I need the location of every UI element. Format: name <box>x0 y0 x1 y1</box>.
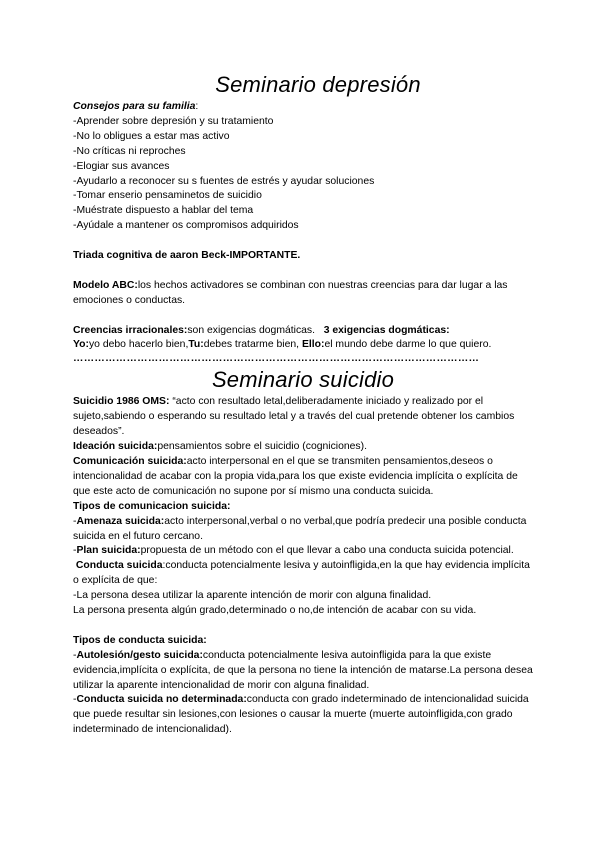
divider: …………………………………………………………………………………………………… <box>73 353 480 365</box>
title-depression: Seminario depresión <box>215 72 421 97</box>
title-suicide: Seminario suicidio <box>211 367 395 393</box>
list-item: -No lo obligues a estar mas activo <box>73 130 230 142</box>
list-item: -Aprender sobre depresión y su tratamiento <box>73 115 274 127</box>
oms-definition: Suicidio 1986 OMS: “acto con resultado letal,deliberadamente iniciado y realizado por el sujeto,sabiendo o esperando su resultado letal y a través del cual pretende obtener los cambios deseados”. <box>73 396 515 438</box>
conduct-line-2: La persona presenta algún grado,determinado o no,de intención de acabar con su vida. <box>73 605 477 617</box>
list-item: -Muéstrate dispuesto a hablar del tema <box>73 205 254 217</box>
plan-definition: -Plan suicida:propuesta de un método con el que llevar a cabo una conducta suicida potencial. <box>73 545 514 557</box>
family-heading: Consejos para su familia: <box>73 101 199 112</box>
beliefs-line: Creencias irracionales:son exigencias dogmáticas. 3 exigencias dogmáticas: <box>73 324 450 336</box>
list-item: -Tomar enserio pensaminetos de suicidio <box>73 190 262 202</box>
types-communication-heading: Tipos de comunicacion suicida: <box>73 500 231 512</box>
list-item: -Ayúdale a mantener os compromisos adquiridos <box>73 220 299 232</box>
list-item: -Elogiar sus avances <box>73 160 170 172</box>
triad-heading: Triada cognitiva de aaron Beck-IMPORTANTE. <box>73 250 301 262</box>
communication-definition: Comunicación suicida:acto interpersonal en el que se transmiten pensamientos,deseos o intencionalidad de acabar con la propia vida,para los que existe evidencia implícita o explícita de que este acto de comunicación no supone por sí mismo una conducta suicida. <box>73 455 518 497</box>
types-conduct-heading: Tipos de conducta suicida: <box>73 634 207 646</box>
conduct-line-1: -La persona desea utilizar la aparente intención de morir con alguna finalidad. <box>73 590 432 602</box>
selfharm-definition: -Autolesión/gesto suicida:conducta potencialmente lesiva autoinfligida para la que existe evidencia,implícita o explícita, de que la persona no tiene la intención de matarse.La persona desea utilizar la aparente intencionalidad de morir con alguna finalidad. <box>73 649 533 691</box>
undetermined-definition: -Conducta suicida no determinada:conducta con grado indeterminado de intencionalidad suicida que puede resultar sin lesiones,con lesiones o causar la muerte (muerte autoinfligida,con grado indeterminado de intencionalidad). <box>73 694 529 736</box>
abc-paragraph: Modelo ABC:los hechos activadores se combinan con nuestras creencias para dar lugar a las emociones o conductas. <box>73 279 508 306</box>
document-page <box>73 70 533 738</box>
list-item: -No críticas ni reproches <box>73 145 186 157</box>
list-item: -Ayudarlo a reconocer su s fuentes de estrés y ayudar soluciones <box>73 175 375 187</box>
threat-definition: -Amenaza suicida:acto interpersonal,verbal o no verbal,que podría predecir una posible conducta suicida en el futuro cercano. <box>73 515 527 542</box>
demands-line: Yo:yo debo hacerlo bien,Tu:debes tratarme bien, Ello:el mundo debe darme lo que quiero. <box>73 339 492 351</box>
conduct-definition: Conducta suicida:conducta potencialmente lesiva y autoinfligida,en la que hay evidencia implícita o explícita de que: <box>73 560 530 587</box>
ideation-definition: Ideación suicida:pensamientos sobre el suicidio (cogniciones). <box>73 441 367 453</box>
